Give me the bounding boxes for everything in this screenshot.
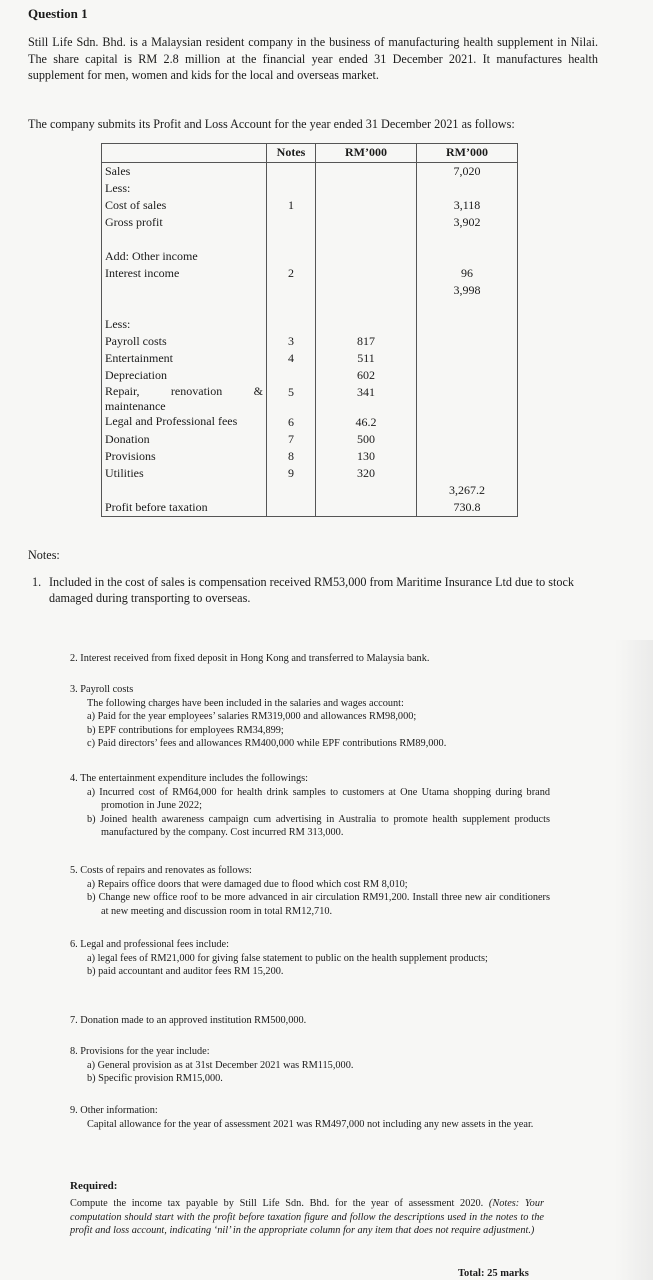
table-row xyxy=(102,282,518,299)
row-description xyxy=(102,282,267,299)
note-5-title: 5. Costs of repairs and renovates as follows: xyxy=(70,865,252,876)
row-note-ref xyxy=(267,163,316,181)
row-note-ref xyxy=(267,316,316,333)
required-heading: Required: xyxy=(70,1180,118,1192)
header-notes: Notes xyxy=(267,144,316,163)
row-note-ref: 3 xyxy=(267,333,316,350)
note-5-item-a: a) Repairs office doors that were damaged due to flood which cost RM 8,010; xyxy=(87,878,408,890)
header-rm-col2: RM’000 xyxy=(417,144,518,163)
row-amount-col2 xyxy=(417,248,518,265)
row-note-ref: 2 xyxy=(267,265,316,282)
row-amount-col1 xyxy=(316,197,417,214)
note-1-text: Included in the cost of sales is compensation received RM53,000 from Maritime Insurance Ltd due to stock damaged during transporting to overseas. xyxy=(49,575,574,605)
note-5-item-b: b) Change new office roof to be more advanced in air circulation RM91,200. Install three new air conditioners at new meeting and discussion room in total RM12,710. xyxy=(87,892,550,917)
row-note-ref: 5 xyxy=(267,384,316,414)
row-amount-col1: 341 xyxy=(316,384,417,414)
table-row xyxy=(102,448,518,465)
row-note-ref xyxy=(267,231,316,248)
table-row xyxy=(102,499,518,517)
row-description: Add: Other income xyxy=(102,248,267,265)
row-amount-col2 xyxy=(417,333,518,350)
row-note-ref xyxy=(267,499,316,517)
row-description: Donation xyxy=(102,431,267,448)
note-4-title: 4. The entertainment expenditure includes the followings: xyxy=(70,773,309,784)
row-amount-col2 xyxy=(417,180,518,197)
row-amount-col1 xyxy=(316,299,417,316)
row-amount-col2 xyxy=(417,350,518,367)
note-4 xyxy=(70,772,550,840)
page-edge-shadow xyxy=(615,640,653,1280)
table-row xyxy=(102,180,518,197)
row-description: Repair, renovation & maintenance xyxy=(102,384,267,414)
table-row xyxy=(102,367,518,384)
row-amount-col1: 46.2 xyxy=(316,414,417,431)
row-note-ref xyxy=(267,299,316,316)
table-row xyxy=(102,465,518,482)
row-note-ref: 9 xyxy=(267,465,316,482)
row-amount-col1 xyxy=(316,482,417,499)
row-amount-col1 xyxy=(316,316,417,333)
row-note-ref xyxy=(267,214,316,231)
row-note-ref xyxy=(267,248,316,265)
note-1 xyxy=(32,574,602,606)
row-description: Depreciation xyxy=(102,367,267,384)
row-amount-col2: 730.8 xyxy=(417,499,518,517)
note-6-item-b: b) paid accountant and auditor fees RM 15,200. xyxy=(87,966,284,977)
row-description: Payroll costs xyxy=(102,333,267,350)
row-amount-col2 xyxy=(417,465,518,482)
row-amount-col2: 3,902 xyxy=(417,214,518,231)
header-description xyxy=(102,144,267,163)
row-amount-col1 xyxy=(316,499,417,517)
row-description xyxy=(102,482,267,499)
row-amount-col2 xyxy=(417,367,518,384)
note-3-item-a: a) Paid for the year employees’ salaries RM319,000 and allowances RM98,000; xyxy=(87,711,417,722)
row-description xyxy=(102,231,267,248)
row-amount-col1 xyxy=(316,265,417,282)
table-row xyxy=(102,214,518,231)
row-amount-col2 xyxy=(417,448,518,465)
row-note-ref: 8 xyxy=(267,448,316,465)
note-8-item-a: a) General provision as at 31st December 2021 was RM115,000. xyxy=(87,1059,354,1071)
row-amount-col2 xyxy=(417,384,518,414)
note-3-item-c: c) Paid directors’ fees and allowances RM400,000 while EPF contributions RM89,000. xyxy=(87,738,447,749)
intro-paragraph: Still Life Sdn. Bhd. is a Malaysian resident company in the business of manufacturing health supplement in Nilai. The share capital is RM 2.8 million at the financial year ended 31 December 2021. It manufactures health supplement for men, women and kids for the local and overseas market. xyxy=(28,35,598,82)
note-6-title: 6. Legal and professional fees include: xyxy=(70,939,229,950)
row-amount-col2: 3,118 xyxy=(417,197,518,214)
table-row xyxy=(102,431,518,448)
row-amount-col1 xyxy=(316,163,417,181)
note-4-item-a: a) Incurred cost of RM64,000 for health drink samples to customers at One Utama shopping during brand promotion in June 2022; xyxy=(87,786,550,811)
header-rm-col1: RM’000 xyxy=(316,144,417,163)
total-marks: Total: 25 marks xyxy=(458,1268,529,1279)
row-amount-col1 xyxy=(316,282,417,299)
note-6 xyxy=(70,938,550,979)
table-row xyxy=(102,163,518,181)
row-amount-col2 xyxy=(417,414,518,431)
row-amount-col2 xyxy=(417,431,518,448)
table-row xyxy=(102,316,518,333)
row-description: Interest income xyxy=(102,265,267,282)
table-row xyxy=(102,248,518,265)
row-description: Less: xyxy=(102,180,267,197)
row-description: Utilities xyxy=(102,465,267,482)
row-note-ref xyxy=(267,367,316,384)
row-note-ref: 6 xyxy=(267,414,316,431)
note-8 xyxy=(70,1045,550,1086)
note-3-item-b: b) EPF contributions for employees RM34,899; xyxy=(87,724,284,736)
row-amount-col2 xyxy=(417,231,518,248)
table-row xyxy=(102,299,518,316)
row-amount-col1 xyxy=(316,180,417,197)
row-note-ref: 1 xyxy=(267,197,316,214)
row-amount-col2 xyxy=(417,316,518,333)
note-5 xyxy=(70,864,550,918)
required-text xyxy=(70,1197,544,1238)
submit-sentence: The company submits its Profit and Loss Account for the year ended 31 December 2021 as follows: xyxy=(28,117,515,131)
row-description: Profit before taxation xyxy=(102,499,267,517)
row-amount-col2: 96 xyxy=(417,265,518,282)
row-amount-col2: 3,267.2 xyxy=(417,482,518,499)
note-1-number: 1. xyxy=(32,575,42,589)
required-italic-notes: (Notes: Your computation should start with the profit before taxation figure and follow the descriptions used in the notes to the profit and loss account, indicating ‘nil’ in the appropriate column for any item that does not require adjustment.) xyxy=(70,1198,544,1236)
row-description: Less: xyxy=(102,316,267,333)
note-7: 7. Donation made to an approved institution RM500,000. xyxy=(70,1015,307,1026)
notes-heading: Notes: xyxy=(28,548,60,562)
note-8-title: 8. Provisions for the year include: xyxy=(70,1046,210,1057)
note-6-item-a: a) legal fees of RM21,000 for giving false statement to public on the health supplement products; xyxy=(87,952,488,964)
row-amount-col1: 602 xyxy=(316,367,417,384)
row-amount-col2: 3,998 xyxy=(417,282,518,299)
table-row xyxy=(102,350,518,367)
row-description: Provisions xyxy=(102,448,267,465)
table-header-row xyxy=(102,144,518,163)
row-note-ref: 7 xyxy=(267,431,316,448)
note-3-intro: The following charges have been included in the salaries and wages account: xyxy=(87,697,404,709)
table-row xyxy=(102,333,518,350)
table-row xyxy=(102,265,518,282)
note-9-text: Capital allowance for the year of assessment 2021 was RM497,000 not including any new assets in the year. xyxy=(87,1118,534,1130)
row-description: Sales xyxy=(102,163,267,181)
row-description: Gross profit xyxy=(102,214,267,231)
table-row xyxy=(102,482,518,499)
table-row xyxy=(102,414,518,431)
row-amount-col1: 511 xyxy=(316,350,417,367)
row-amount-col2 xyxy=(417,299,518,316)
row-note-ref xyxy=(267,282,316,299)
required-main: Compute the income tax payable by Still Life Sdn. Bhd. for the year of assessment 2020. xyxy=(70,1198,489,1209)
row-amount-col1: 320 xyxy=(316,465,417,482)
note-9 xyxy=(70,1104,550,1131)
table-row xyxy=(102,197,518,214)
note-2: 2. Interest received from fixed deposit in Hong Kong and transferred to Malaysia bank. xyxy=(70,653,430,664)
row-amount-col1: 500 xyxy=(316,431,417,448)
row-note-ref: 4 xyxy=(267,350,316,367)
note-3 xyxy=(70,683,550,751)
row-amount-col2: 7,020 xyxy=(417,163,518,181)
row-amount-col1: 130 xyxy=(316,448,417,465)
table-row xyxy=(102,384,518,414)
profit-loss-table xyxy=(101,143,518,517)
row-amount-col1 xyxy=(316,248,417,265)
row-description: Cost of sales xyxy=(102,197,267,214)
table-row xyxy=(102,231,518,248)
row-description: Entertainment xyxy=(102,350,267,367)
row-description xyxy=(102,299,267,316)
question-title: Question 1 xyxy=(28,6,88,21)
row-description: Legal and Professional fees xyxy=(102,414,267,431)
row-amount-col1: 817 xyxy=(316,333,417,350)
row-amount-col1 xyxy=(316,231,417,248)
note-9-title: 9. Other information: xyxy=(70,1105,158,1116)
note-4-item-b: b) Joined health awareness campaign cum advertising in Australia to promote health supplement products manufactured by the company. Cost incurred RM 313,000. xyxy=(87,813,550,838)
note-3-title: 3. Payroll costs xyxy=(70,684,134,695)
row-note-ref xyxy=(267,482,316,499)
row-note-ref xyxy=(267,180,316,197)
row-amount-col1 xyxy=(316,214,417,231)
note-8-item-b: b) Specific provision RM15,000. xyxy=(87,1073,223,1084)
